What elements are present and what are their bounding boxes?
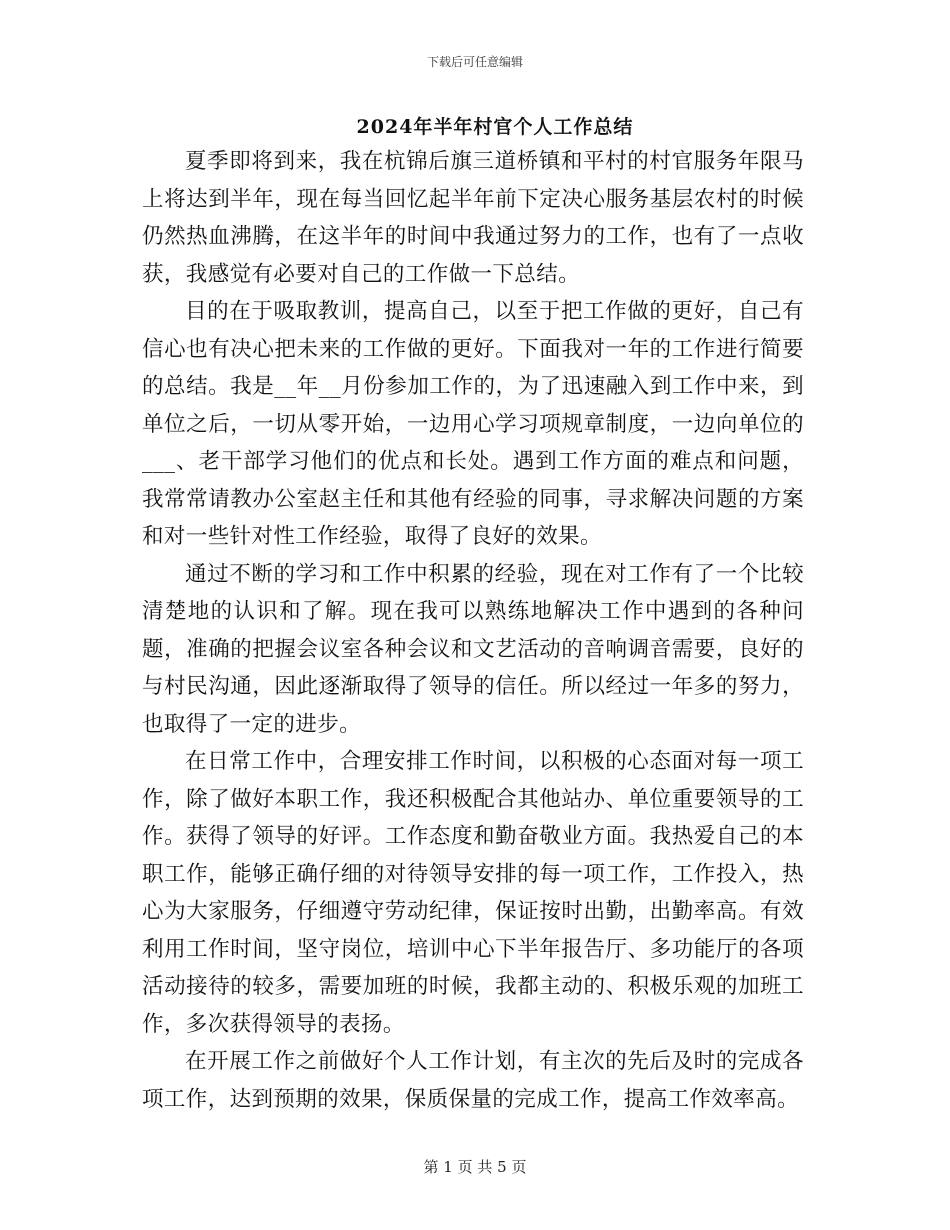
paragraph-5: 在开展工作之前做好个人工作计划，有主次的先后及时的完成各项工作，达到预期的效果，保质保量的完成工作，提高工作效率高。 xyxy=(142,1049,804,1112)
document-title: 2024年半年村官个人工作总结 xyxy=(356,116,634,138)
document-body xyxy=(142,143,804,1118)
paragraph-3: 通过不断的学习和工作中积累的经验，现在对工作有了一个比较清楚地的认识和了解。现在我可以熟练地解决工作中遇到的各种问题，准确的把握会议室各种会议和文艺活动的音响调音需要，良好的与村民沟通，因此逐渐取得了领导的信任。所以经过一年多的努力，也取得了一定的进步。 xyxy=(142,561,804,737)
paragraph-2: 目的在于吸取教训，提高自己，以至于把工作做的更好，自己有信心也有决心把未来的工作做的更好。下面我对一年的工作进行简要的总结。我是__年__月份参加工作的，为了迅速融入到工作中来，到单位之后，一切从零开始，一边用心学习项规章制度，一边向单位的___、老干部学习他们的优点和长处。遇到工作方面的难点和问题，我常常请教办公室赵主任和其他有经验的同事，寻求解决问题的方案和对一些针对性工作经验，取得了良好的效果。 xyxy=(142,299,804,549)
header-note: 下载后可任意编辑 xyxy=(426,55,523,69)
page-number: 第 1 页 共 5 页 xyxy=(423,1158,527,1176)
paragraph-4: 在日常工作中，合理安排工作时间，以积极的心态面对每一项工作，除了做好本职工作，我还积极配合其他站办、单位重要领导的工作。获得了领导的好评。工作态度和勤奋敬业方面。我热爱自己的本职工作，能够正确仔细的对待领导安排的每一项工作，工作投入，热心为大家服务，仔细遵守劳动纪律，保证按时出勤，出勤率高。有效利用工作时间，坚守岗位，培训中心下半年报告厅、多功能厅的各项活动接待的较多，需要加班的时候，我都主动的、积极乐观的加班工作，多次获得领导的表扬。 xyxy=(142,749,804,1037)
paragraph-1: 夏季即将到来，我在杭锦后旗三道桥镇和平村的村官服务年限马上将达到半年，现在每当回忆起半年前下定决心服务基层农村的时候仍然热血沸腾，在这半年的时间中我通过努力的工作，也有了一点收获，我感觉有必要对自己的工作做一下总结。 xyxy=(142,149,804,287)
